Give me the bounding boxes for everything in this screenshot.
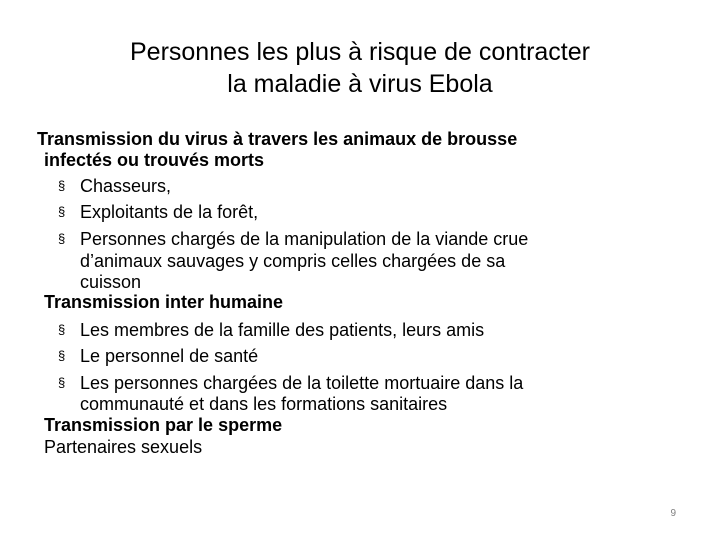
section-heading-human-transmission: Transmission inter humaine bbox=[44, 292, 284, 312]
list-item-hunters: Chasseurs, bbox=[80, 176, 172, 196]
bullet-icon: § bbox=[58, 348, 66, 363]
list-item-mortuary-workers-line-2: communauté et dans les formations sanitaires bbox=[80, 394, 448, 414]
list-item-mortuary-workers-line-1: Les personnes chargées de la toilette mortuaire dans la bbox=[80, 373, 524, 393]
list-item-family-members: Les membres de la famille des patients, leurs amis bbox=[80, 320, 485, 340]
section-heading-animal-transmission-line-1: Transmission du virus à travers les animaux de brousse bbox=[37, 129, 518, 149]
bullet-icon: § bbox=[58, 322, 66, 337]
bullet-icon: § bbox=[58, 204, 66, 219]
list-item-meat-handlers-line-3: cuisson bbox=[80, 272, 142, 292]
list-item-health-staff: Le personnel de santé bbox=[80, 346, 259, 366]
section-text-sexual-partners: Partenaires sexuels bbox=[44, 437, 203, 457]
bullet-icon: § bbox=[58, 375, 66, 390]
slide-title-line-2: la maladie à virus Ebola bbox=[227, 70, 493, 98]
list-item-meat-handlers-line-1: Personnes chargés de la manipulation de la viande crue bbox=[80, 229, 529, 249]
page-number: 9 bbox=[670, 508, 676, 519]
slide-title-line-1: Personnes les plus à risque de contracter bbox=[130, 38, 590, 66]
list-item-meat-handlers-line-2: d’animaux sauvages y compris celles chargées de sa bbox=[80, 251, 506, 271]
section-heading-sperm-transmission: Transmission par le sperme bbox=[44, 415, 283, 435]
list-item-forest-workers: Exploitants de la forêt, bbox=[80, 202, 259, 222]
section-heading-animal-transmission-line-2: infectés ou trouvés morts bbox=[44, 150, 265, 170]
bullet-icon: § bbox=[58, 231, 66, 246]
bullet-icon: § bbox=[58, 178, 66, 193]
